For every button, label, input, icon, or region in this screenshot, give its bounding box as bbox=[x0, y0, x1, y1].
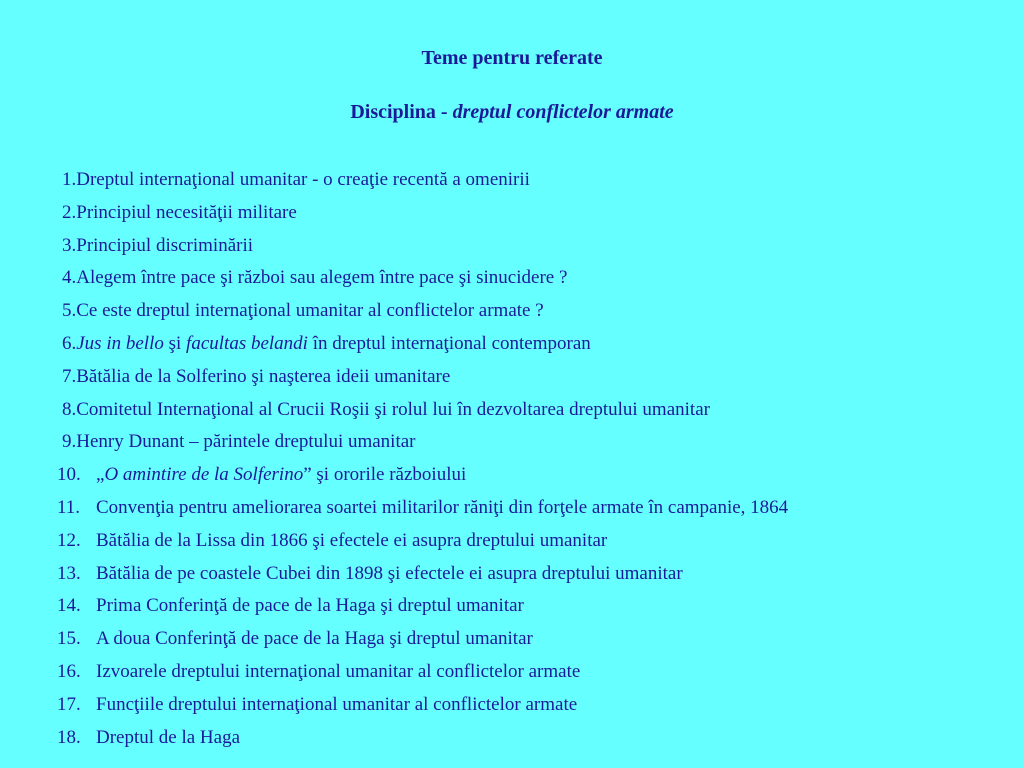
topic-number: 5. bbox=[62, 300, 77, 322]
topic-text: Dreptul de la Haga bbox=[96, 726, 241, 748]
topic-number: 1. bbox=[62, 169, 77, 190]
topic-text: Comitetul Internaţional al Crucii Roşii şi rolul lui în dezvoltarea dreptului umanitar bbox=[76, 398, 710, 420]
topic-number: 8. bbox=[62, 398, 77, 420]
topic-item bbox=[0, 526, 1024, 559]
subtitle-discipline: dreptul conflictelor armate bbox=[452, 101, 674, 123]
topic-item bbox=[0, 624, 1024, 657]
topic-number: 17. bbox=[57, 693, 81, 715]
topic-text: „ bbox=[96, 464, 105, 486]
topic-text: Bătălia de la Solferino şi naşterea ideii umanitare bbox=[76, 365, 451, 387]
topic-item bbox=[0, 657, 1024, 690]
topic-text: Bătălia de la Lissa din 1866 şi efectele ei asupra dreptului umanitar bbox=[96, 529, 608, 551]
topic-number: 18. bbox=[57, 726, 81, 748]
topic-text: A doua Conferinţă de pace de la Haga şi dreptul umanitar bbox=[96, 628, 533, 650]
topic-text: Alegem între pace şi război sau alegem între pace şi sinucidere ? bbox=[76, 267, 568, 289]
topic-item bbox=[0, 460, 1024, 493]
topic-text: Principiul necesităţii militare bbox=[76, 201, 297, 223]
topic-number: 15. bbox=[57, 628, 81, 650]
topic-item bbox=[0, 427, 1024, 460]
topic-number: 3. bbox=[62, 234, 77, 256]
topic-item bbox=[0, 591, 1024, 624]
topic-text: Funcţiile dreptului internaţional umanitar al conflictelor armate bbox=[96, 693, 578, 715]
topic-number: 13. bbox=[57, 562, 81, 584]
topic-item bbox=[0, 395, 1024, 428]
topic-item bbox=[0, 362, 1024, 395]
topic-item bbox=[0, 165, 1024, 198]
topic-text: Principiul discriminării bbox=[76, 234, 254, 256]
topic-number: 6. bbox=[62, 332, 77, 354]
topic-number: 12. bbox=[57, 529, 81, 551]
topic-item bbox=[0, 231, 1024, 264]
topic-text: Dreptul internaţional umanitar - o creaţie recentă a omenirii bbox=[76, 169, 530, 190]
topic-text-italic: facultas belandi bbox=[186, 332, 308, 354]
topic-text: Ce este dreptul internaţional umanitar al conflictelor armate ? bbox=[76, 300, 544, 322]
topic-text: ” şi ororile războiului bbox=[303, 464, 467, 486]
topic-item bbox=[0, 493, 1024, 526]
topic-text-italic: O amintire de la Solferino bbox=[104, 464, 304, 486]
topic-list bbox=[0, 165, 1024, 755]
topic-number: 10. bbox=[57, 464, 81, 486]
slide-subtitle bbox=[0, 101, 1024, 124]
topic-number: 14. bbox=[57, 595, 81, 617]
slide-title: Teme pentru referate bbox=[421, 47, 603, 69]
topic-item bbox=[0, 329, 1024, 362]
topic-number: 2. bbox=[62, 201, 77, 223]
topic-item bbox=[0, 263, 1024, 296]
topic-text: Bătălia de pe coastele Cubei din 1898 şi efectele ei asupra dreptului umanitar bbox=[96, 562, 683, 584]
topic-item bbox=[0, 723, 1024, 756]
topic-number: 16. bbox=[57, 660, 81, 682]
topic-text: Henry Dunant – părintele dreptului umanitar bbox=[76, 431, 416, 453]
topic-item bbox=[0, 690, 1024, 723]
subtitle-prefix: Disciplina - bbox=[350, 101, 453, 123]
topic-text: Convenţia pentru ameliorarea soartei militarilor răniţi din forţele armate în campanie, 1864 bbox=[96, 496, 789, 518]
topic-text: şi bbox=[163, 332, 187, 354]
topic-text: în dreptul internaţional contemporan bbox=[307, 332, 591, 354]
topic-number: 4. bbox=[62, 267, 77, 289]
topic-number: 9. bbox=[62, 431, 77, 453]
topic-text: Izvoarele dreptului internaţional umanitar al conflictelor armate bbox=[96, 660, 581, 682]
topic-number: 7. bbox=[62, 365, 77, 387]
topic-item bbox=[0, 559, 1024, 592]
topic-text-italic: Jus in bello bbox=[76, 332, 164, 354]
topic-item bbox=[0, 198, 1024, 231]
topic-text: Prima Conferinţă de pace de la Haga şi dreptul umanitar bbox=[96, 595, 524, 617]
topic-item bbox=[0, 296, 1024, 329]
topic-number: 11. bbox=[57, 496, 81, 518]
